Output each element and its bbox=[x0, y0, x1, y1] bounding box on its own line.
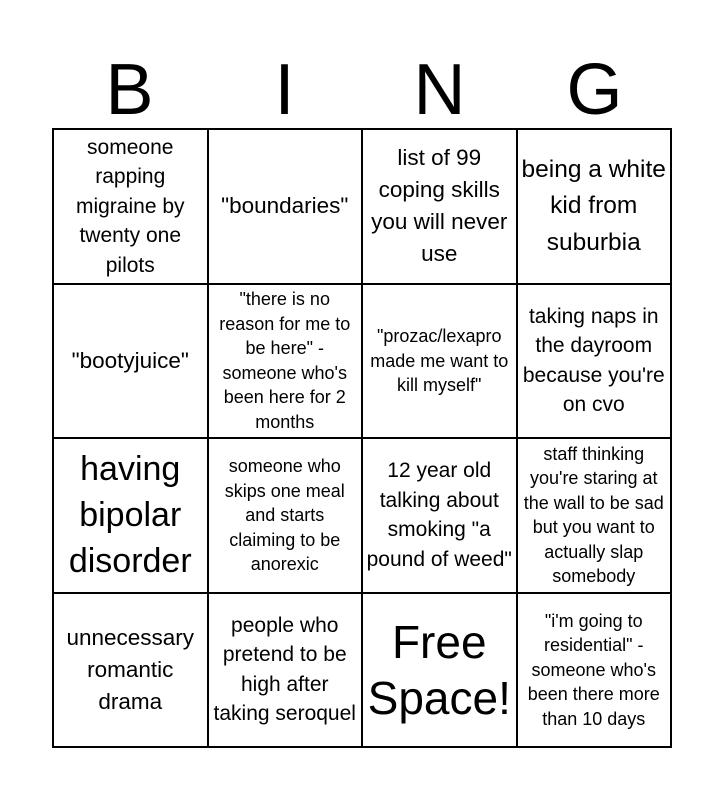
bingo-cell[interactable] bbox=[518, 130, 673, 285]
bingo-cell[interactable] bbox=[518, 285, 673, 440]
free-space-text: Free Space! bbox=[367, 615, 511, 724]
cell-text: people who pretend to be high after taking seroquel bbox=[213, 613, 356, 726]
cell-text: "prozac/lexapro made me want to kill myself" bbox=[370, 326, 509, 395]
cell-text: "bootyjuice" bbox=[71, 347, 189, 373]
cell-text: unnecessary romantic drama bbox=[66, 624, 195, 714]
cell-text: "there is no reason for me to be here" - someone who's been here for 2 months bbox=[219, 289, 351, 432]
header-letter-i: I bbox=[274, 50, 295, 130]
cell-text: 12 year old talking about smoking "a pound of weed" bbox=[366, 459, 512, 571]
header-letter-b: B bbox=[105, 50, 154, 130]
header-letter-n: N bbox=[413, 50, 466, 130]
bingo-header bbox=[52, 50, 672, 130]
header-letter-g: G bbox=[566, 50, 623, 130]
cell-text: staff thinking you're staring at the wall to be sad but you want to actually slap somebody bbox=[523, 443, 664, 587]
board-row bbox=[54, 439, 672, 594]
bingo-cell[interactable] bbox=[518, 439, 673, 594]
cell-text: "i'm going to residential" - someone who's been there more than 10 days bbox=[527, 610, 660, 729]
cell-text: "boundaries" bbox=[221, 193, 349, 219]
bingo-cell[interactable] bbox=[54, 285, 209, 440]
bingo-cell[interactable] bbox=[518, 594, 673, 749]
bingo-cell[interactable] bbox=[209, 594, 364, 749]
bingo-board bbox=[52, 128, 672, 748]
cell-text: having bipolar disorder bbox=[68, 450, 192, 581]
bingo-cell[interactable] bbox=[363, 130, 518, 285]
cell-text: someone rapping migraine by twenty one pilots bbox=[75, 135, 185, 277]
board-row bbox=[54, 285, 672, 440]
board-row bbox=[54, 594, 672, 749]
free-space-cell[interactable] bbox=[363, 594, 518, 749]
bingo-cell[interactable] bbox=[363, 285, 518, 440]
cell-text: list of 99 coping skills you will never use bbox=[371, 145, 508, 267]
bingo-cell[interactable] bbox=[54, 594, 209, 749]
bingo-cell[interactable] bbox=[54, 130, 209, 285]
bingo-cell[interactable] bbox=[209, 285, 364, 440]
cell-text: being a white kid from suburbia bbox=[521, 155, 666, 256]
bingo-cell[interactable] bbox=[209, 130, 364, 285]
bingo-cell[interactable] bbox=[54, 439, 209, 594]
cell-text: taking naps in the dayroom because you're on cvo bbox=[522, 304, 665, 417]
board-row bbox=[54, 130, 672, 285]
bingo-cell[interactable] bbox=[209, 439, 364, 594]
cell-text: someone who skips one meal and starts claiming to be anorexic bbox=[224, 456, 345, 574]
bingo-cell[interactable] bbox=[363, 439, 518, 594]
